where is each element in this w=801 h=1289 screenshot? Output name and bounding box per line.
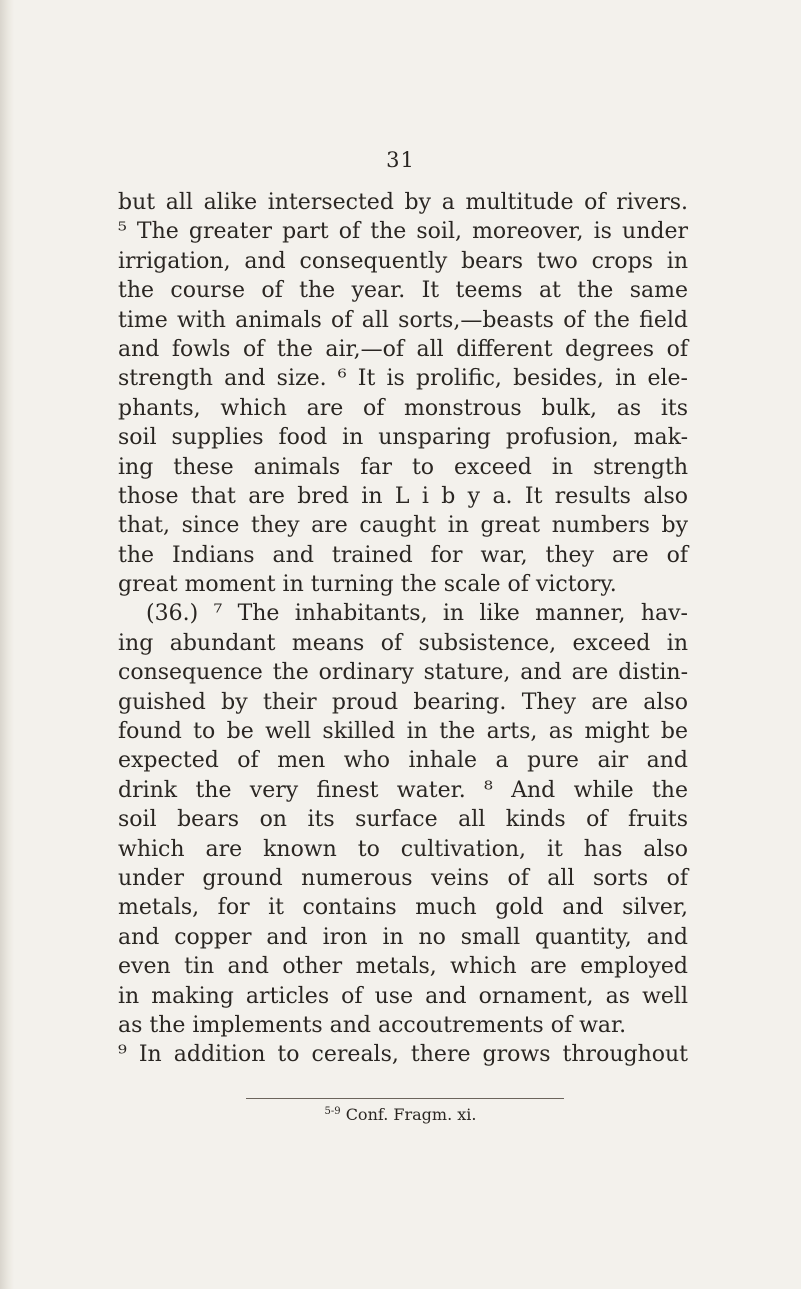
text-line: those that are bred in L i b y a. It results also: [118, 483, 688, 509]
text-line: under ground numerous veins of all sorts of: [118, 865, 688, 891]
text-line: the Indians and trained for war, they are of: [118, 542, 688, 568]
text-line: but all alike intersected by a multitude of rivers.: [118, 190, 688, 215]
text-line: soil bears on its surface all kinds of fruits: [118, 807, 688, 833]
page-edge-shadow: [0, 0, 14, 1289]
page-number: 31: [386, 148, 415, 172]
text-line: ing abundant means of subsistence, exceed in: [118, 630, 688, 656]
text-line: found to be well skilled in the arts, as might be: [118, 719, 688, 745]
text-line: drink the very finest water. ⁸ And while the: [118, 777, 688, 803]
text-line: even tin and other metals, which are employed: [118, 954, 688, 980]
text-line: phants, which are of monstrous bulk, as its: [118, 395, 688, 421]
footnote-text: Conf. Fragm. xi.: [345, 1105, 477, 1124]
text-line: the course of the year. It teems at the same: [118, 278, 688, 304]
text-line: ⁵ The greater part of the soil, moreover, is under: [118, 219, 688, 245]
footnote: [0, 1099, 801, 1128]
text-line: great moment in turning the scale of victory.: [118, 572, 617, 598]
text-line: that, since they are caught in great numbers by: [118, 513, 688, 539]
text-line: which are known to cultivation, it has also: [118, 836, 688, 862]
text-line: as the implements and accoutrements of war.: [118, 1012, 627, 1038]
text-line: expected of men who inhale a pure air and: [118, 748, 688, 774]
text-line: soil supplies food in unsparing profusion, mak-: [118, 425, 688, 451]
text-line: time with animals of all sorts,—beasts of the field: [118, 307, 688, 333]
text-line: guished by their proud bearing. They are also: [118, 689, 688, 715]
text-line: (36.) ⁷ The inhabitants, in like manner, hav-: [146, 601, 688, 627]
text-line: ing these animals far to exceed in strength: [118, 454, 688, 480]
text-line: strength and size. ⁶ It is prolific, besides, in ele-: [118, 366, 688, 392]
text-line: consequence the ordinary stature, and are distin-: [118, 660, 688, 686]
footnote-marker: 5-9: [324, 1106, 341, 1117]
text-line: metals, for it contains much gold and silver,: [118, 895, 688, 921]
text-line: ⁹ In addition to cereals, there grows throughout: [118, 1042, 688, 1068]
body-text: [118, 188, 688, 1070]
text-line: irrigation, and consequently bears two crops in: [118, 248, 688, 274]
text-line: and fowls of the air,—of all different degrees of: [118, 336, 688, 362]
text-line: and copper and iron in no small quantity, and: [118, 924, 688, 950]
text-line: in making articles of use and ornament, as well: [118, 983, 688, 1009]
